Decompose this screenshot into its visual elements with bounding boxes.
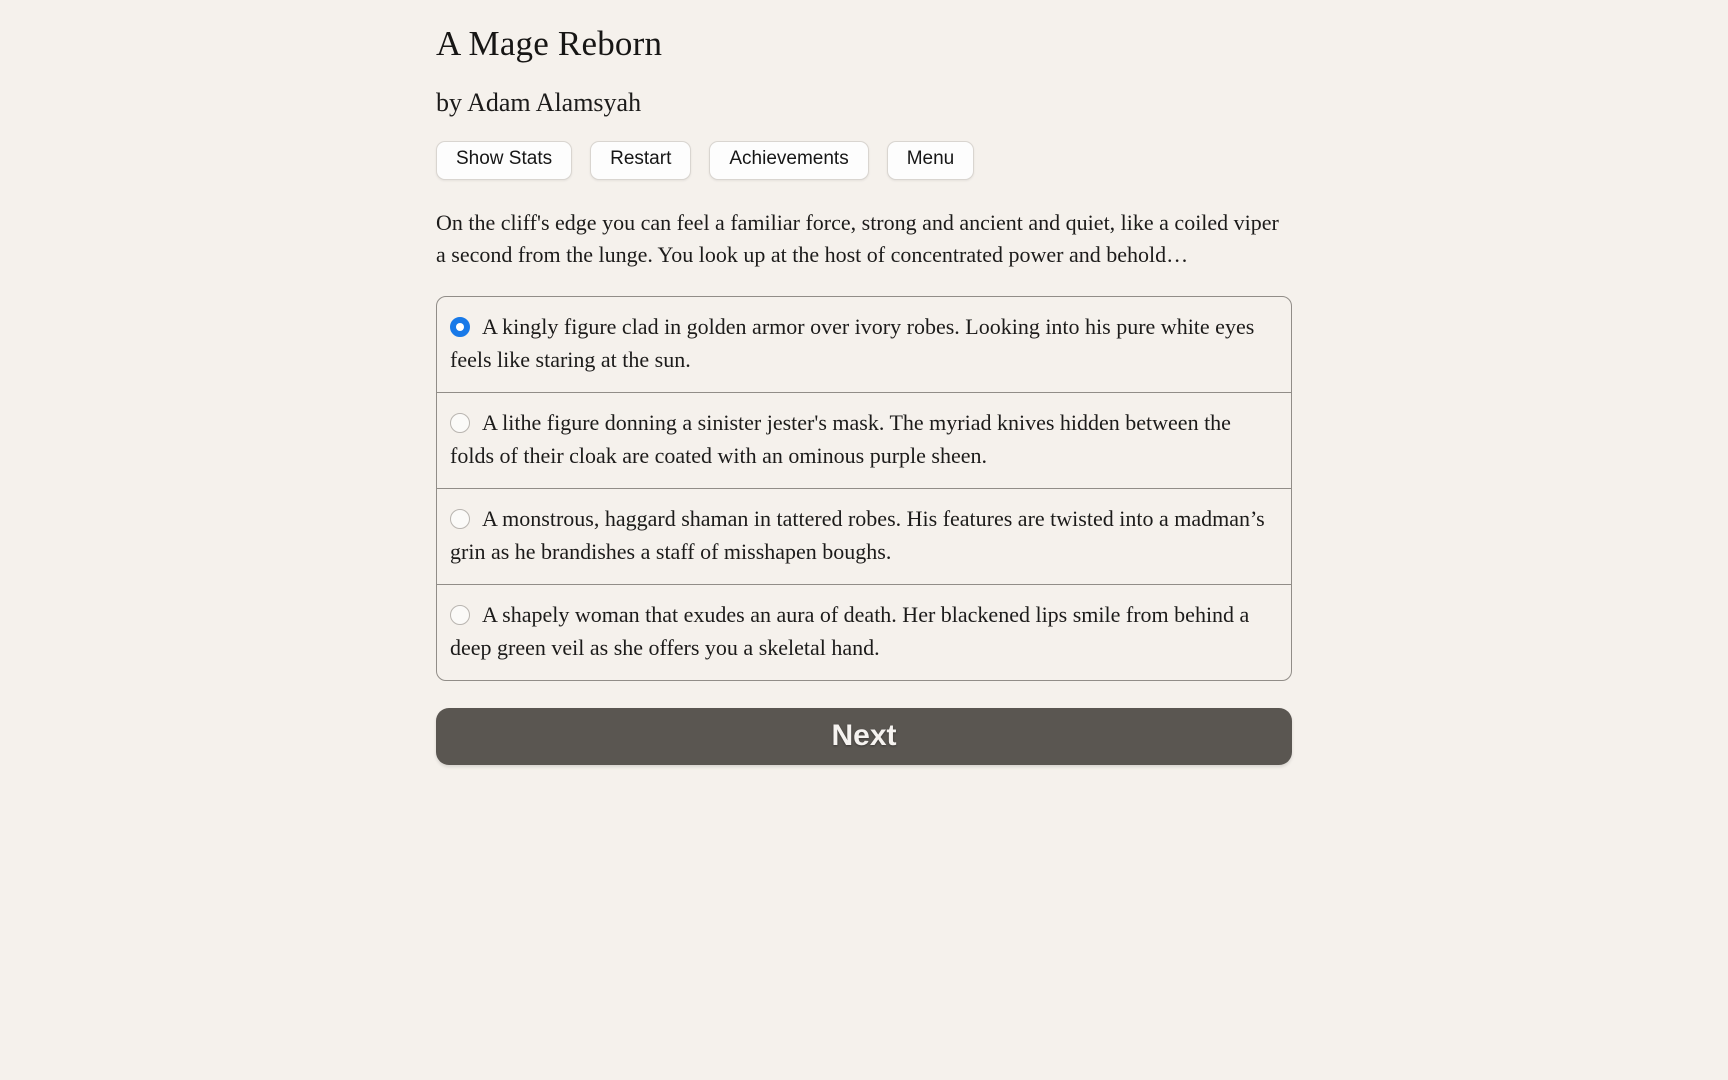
choice-option-label: A monstrous, haggard shaman in tattered robes. His features are twisted into a madman’s grin as he brandishes a staff of misshapen boughs. <box>450 505 1265 564</box>
choice-option-label: A kingly figure clad in golden armor over ivory robes. Looking into his pure white eyes feels like staring at the sun. <box>450 313 1255 372</box>
choice-option-label: A shapely woman that exudes an aura of death. Her blackened lips smile from behind a deep green veil as she offers you a skeletal hand. <box>450 601 1250 660</box>
game-page <box>436 0 1292 765</box>
next-button[interactable]: Next <box>436 708 1292 765</box>
choice-option-4[interactable] <box>437 585 1291 680</box>
choice-option-1[interactable] <box>437 297 1291 393</box>
choice-option-3[interactable] <box>437 489 1291 585</box>
radio-unselected-icon[interactable] <box>450 509 470 529</box>
radio-unselected-icon[interactable] <box>450 413 470 433</box>
restart-button[interactable]: Restart <box>590 141 691 180</box>
author-byline: by Adam Alamsyah <box>436 88 642 117</box>
radio-selected-icon[interactable] <box>450 317 470 337</box>
choice-list <box>436 296 1292 681</box>
toolbar <box>436 141 1292 180</box>
radio-unselected-icon[interactable] <box>450 605 470 625</box>
story-paragraph: On the cliff's edge you can feel a familiar force, strong and ancient and quiet, like a coiled viper a second from the lunge. You look up at the host of concentrated power and behold… <box>436 209 1279 267</box>
choice-option-label: A lithe figure donning a sinister jester's mask. The myriad knives hidden between the folds of their cloak are coated with an ominous purple sheen. <box>450 409 1231 468</box>
choice-option-2[interactable] <box>437 393 1291 489</box>
menu-button[interactable]: Menu <box>887 141 975 180</box>
page-title: A Mage Reborn <box>436 24 663 63</box>
show-stats-button[interactable]: Show Stats <box>436 141 572 180</box>
achievements-button[interactable]: Achievements <box>709 141 868 180</box>
